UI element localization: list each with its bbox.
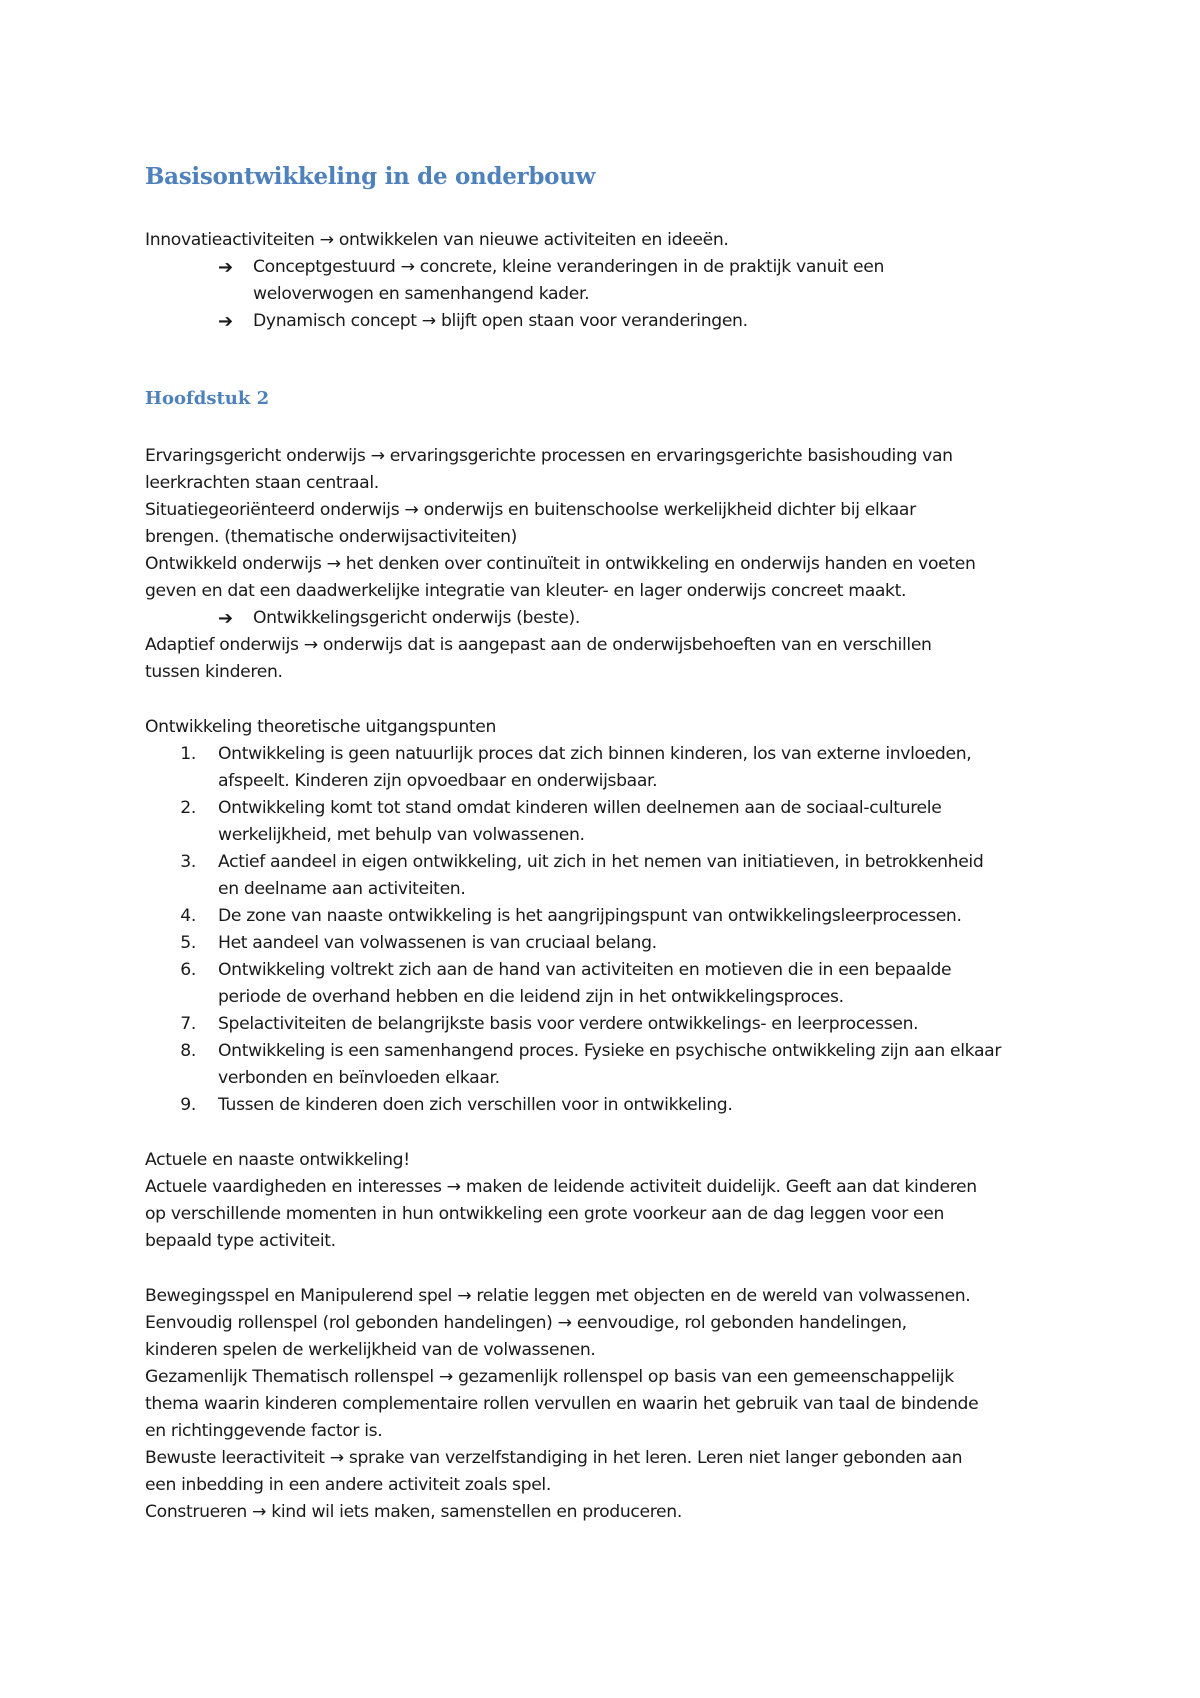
arrow-bullet-icon: ➔ xyxy=(218,608,234,629)
list-item: Ontwikkeling is geen natuurlijk proces dat zich binnen kinderen, los van externe invloeden, xyxy=(218,744,972,764)
list-item: verbonden en beïnvloeden elkaar. xyxy=(218,1068,500,1088)
section2-bullet: Ontwikkelingsgericht onderwijs (beste). xyxy=(253,608,581,628)
intro-bullet-1-line-2: weloverwogen en samenhangend kader. xyxy=(253,284,590,304)
section2-line-7: Adaptief onderwijs → onderwijs dat is aangepast aan de onderwijsbehoeften van en verschillen xyxy=(145,635,932,655)
intro-bullet-2-line-1: Dynamisch concept → blijft open staan voor veranderingen. xyxy=(253,311,748,331)
play-line-2: Eenvoudig rollenspel (rol gebonden handelingen) → eenvoudige, rol gebonden handelingen, xyxy=(145,1313,907,1333)
section2-line-4: brengen. (thematische onderwijsactiviteiten) xyxy=(145,527,517,547)
play-line-1: Bewegingsspel en Manipulerend spel → relatie leggen met objecten en de wereld van volwassenen. xyxy=(145,1286,971,1306)
list-item: Spelactiviteiten de belangrijkste basis voor verdere ontwikkelings- en leerprocessen. xyxy=(218,1014,919,1034)
list-item: Actief aandeel in eigen ontwikkeling, uit zich in het nemen van initiatieven, in betrokkenheid xyxy=(218,852,984,872)
list-item: Tussen de kinderen doen zich verschillen voor in ontwikkeling. xyxy=(218,1095,733,1115)
list-item: werkelijkheid, met behulp van volwassenen. xyxy=(218,825,585,845)
section2-line-3: Situatiegeoriënteerd onderwijs → onderwijs en buitenschoolse werkelijkheid dichter bij elkaar xyxy=(145,500,916,520)
list-number: 5. xyxy=(180,933,196,953)
play-line-9: Construeren → kind wil iets maken, samenstellen en produceren. xyxy=(145,1502,682,1522)
list-item: Ontwikkeling voltrekt zich aan de hand van activiteiten en motieven die in een bepaalde xyxy=(218,960,952,980)
principles-heading: Ontwikkeling theoretische uitgangspunten xyxy=(145,717,497,737)
list-item: De zone van naaste ontwikkeling is het aangrijpingspunt van ontwikkelingsleerprocessen. xyxy=(218,906,962,926)
list-item: periode de overhand hebben en die leidend zijn in het ontwikkelingsproces. xyxy=(218,987,844,1007)
section2-line-6: geven en dat een daadwerkelijke integratie van kleuter- en lager onderwijs concreet maakt. xyxy=(145,581,907,601)
list-number: 2. xyxy=(180,798,196,818)
list-number: 7. xyxy=(180,1014,196,1034)
section2-line-2: leerkrachten staan centraal. xyxy=(145,473,379,493)
list-item: afspeelt. Kinderen zijn opvoedbaar en onderwijsbaar. xyxy=(218,771,658,791)
play-line-5: thema waarin kinderen complementaire rollen vervullen en waarin het gebruik van taal de bindende xyxy=(145,1394,979,1414)
play-line-6: en richtinggevende factor is. xyxy=(145,1421,383,1441)
play-line-7: Bewuste leeractiviteit → sprake van verzelfstandiging in het leren. Leren niet langer gebonden aan xyxy=(145,1448,963,1468)
play-line-4: Gezamenlijk Thematisch rollenspel → gezamenlijk rollenspel op basis van een gemeenschappelijk xyxy=(145,1367,954,1387)
list-number: 8. xyxy=(180,1041,196,1061)
list-item: en deelname aan activiteiten. xyxy=(218,879,466,899)
intro-bullet-1-line-1: Conceptgestuurd → concrete, kleine veranderingen in de praktijk vanuit een xyxy=(253,257,885,277)
document-title: Basisontwikkeling in de onderbouw xyxy=(145,163,596,190)
list-number: 1. xyxy=(180,744,196,764)
list-item: Ontwikkeling is een samenhangend proces. Fysieke en psychische ontwikkeling zijn aan elkaar xyxy=(218,1041,1002,1061)
section2-line-5: Ontwikkeld onderwijs → het denken over continuïteit in ontwikkeling en onderwijs handen en voeten xyxy=(145,554,976,574)
play-line-3: kinderen spelen de werkelijkheid van de volwassenen. xyxy=(145,1340,596,1360)
arrow-bullet-icon: ➔ xyxy=(218,311,234,332)
actual-line-3: op verschillende momenten in hun ontwikkeling een grote voorkeur aan de dag leggen voor een xyxy=(145,1204,945,1224)
list-item: Het aandeel van volwassenen is van cruciaal belang. xyxy=(218,933,657,953)
list-number: 4. xyxy=(180,906,196,926)
section2-line-8: tussen kinderen. xyxy=(145,662,283,682)
arrow-bullet-icon: ➔ xyxy=(218,257,234,278)
actual-line-1: Actuele en naaste ontwikkeling! xyxy=(145,1150,410,1170)
list-number: 3. xyxy=(180,852,196,872)
section-heading: Hoofdstuk 2 xyxy=(145,388,270,409)
section2-line-1: Ervaringsgericht onderwijs → ervaringsgerichte processen en ervaringsgerichte basishouding van xyxy=(145,446,953,466)
play-line-8: een inbedding in een andere activiteit zoals spel. xyxy=(145,1475,551,1495)
intro-line: Innovatieactiviteiten → ontwikkelen van nieuwe activiteiten en ideeën. xyxy=(145,230,729,250)
list-number: 9. xyxy=(180,1095,196,1115)
actual-line-2: Actuele vaardigheden en interesses → maken de leidende activiteit duidelijk. Geeft aan dat kinderen xyxy=(145,1177,977,1197)
list-item: Ontwikkeling komt tot stand omdat kinderen willen deelnemen aan de sociaal-culturele xyxy=(218,798,942,818)
list-number: 6. xyxy=(180,960,196,980)
actual-line-4: bepaald type activiteit. xyxy=(145,1231,336,1251)
